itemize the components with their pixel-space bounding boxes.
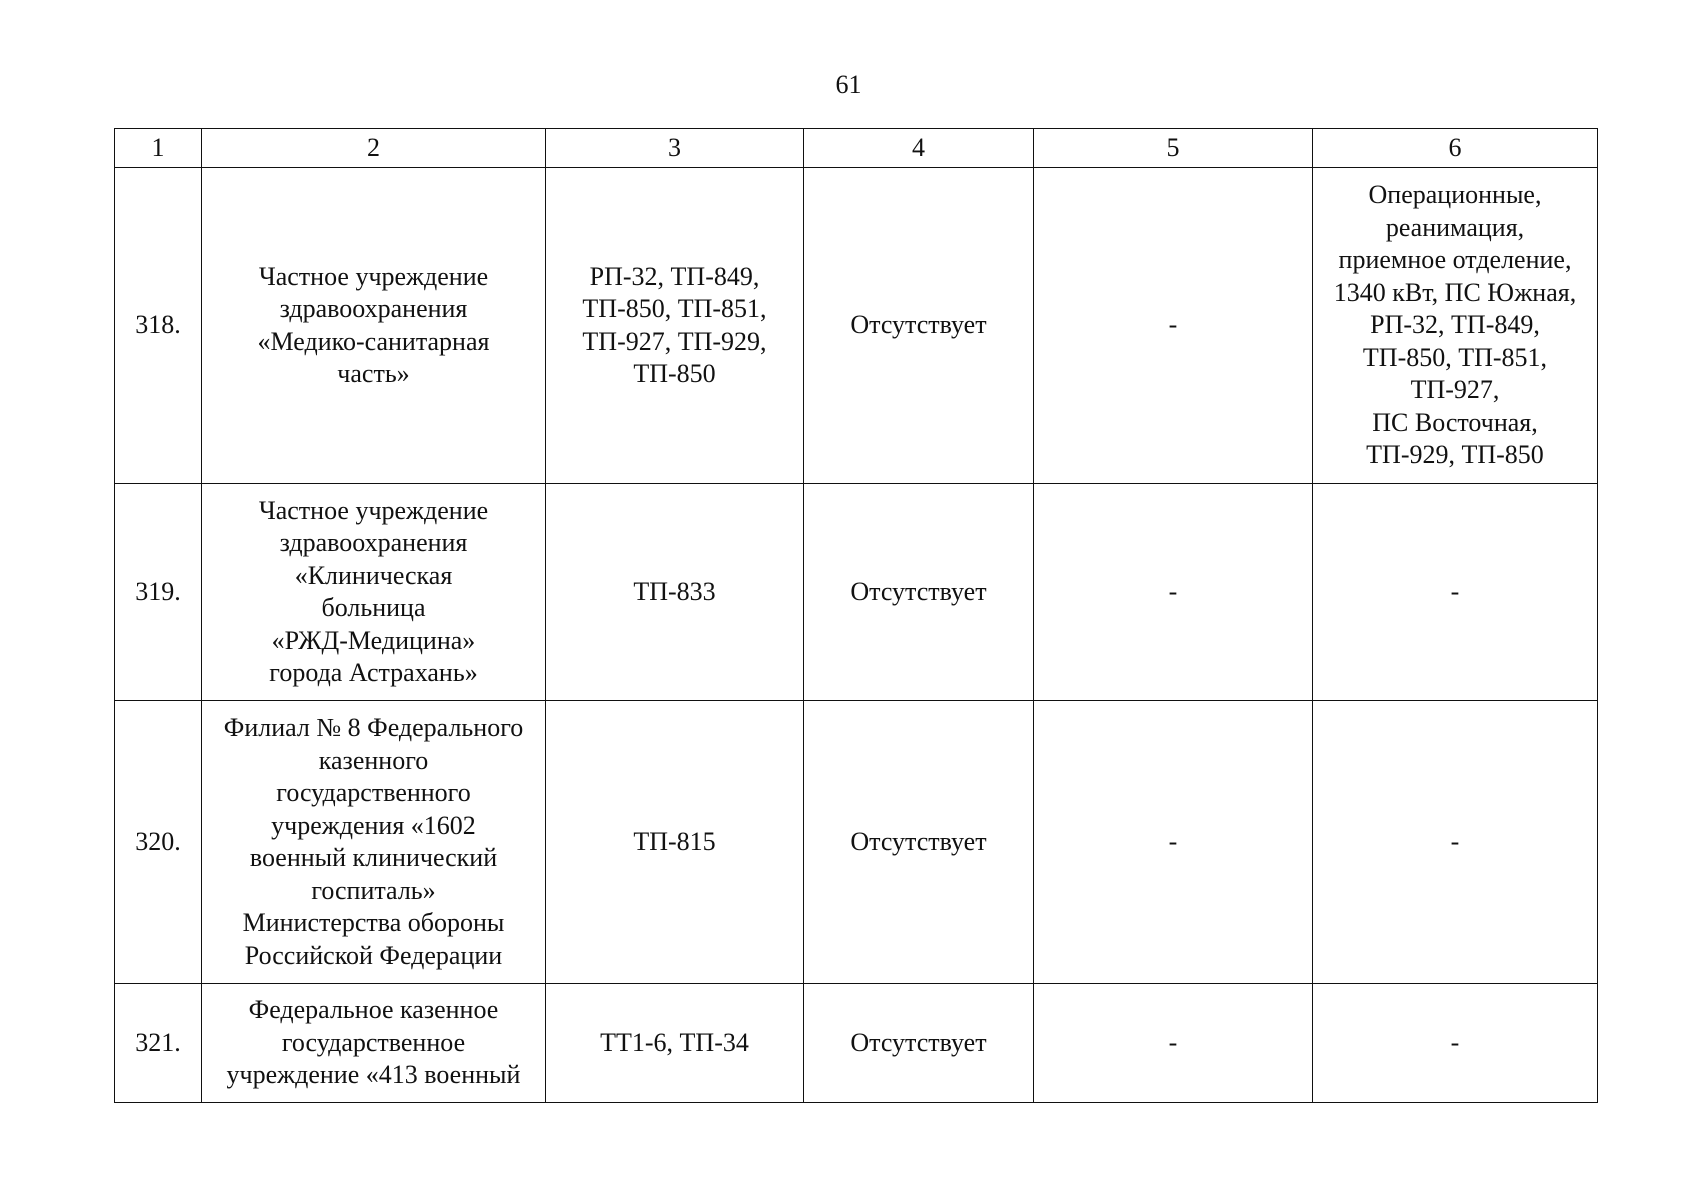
- facilities-table: [114, 128, 1598, 1103]
- column-header: 5: [1034, 129, 1313, 168]
- column-header: 3: [546, 129, 804, 168]
- column-6-value: -: [1313, 984, 1598, 1103]
- column-6-value: Операционные, реанимация, приемное отделение, 1340 кВт, ПС Южная, РП-32, ТП-849, ТП-850, ТП-851, ТП-927, ПС Восточная, ТП-929, ТП-850: [1313, 168, 1598, 484]
- power-sources: РП-32, ТП-849, ТП-850, ТП-851, ТП-927, ТП-929, ТП-850: [546, 168, 804, 484]
- column-5-value: -: [1034, 168, 1313, 484]
- table-row: [115, 168, 1598, 484]
- column-5-value: -: [1034, 484, 1313, 701]
- page-number: 61: [835, 70, 862, 99]
- column-header: 4: [804, 129, 1034, 168]
- row-number: 318.: [115, 168, 202, 484]
- column-6-value: -: [1313, 484, 1598, 701]
- organization-name: Филиал № 8 Федерального казенного государственного учреждения «1602 военный клинический госпиталь» Министерства обороны Российской Федерации: [202, 701, 546, 984]
- table-header-row: [115, 129, 1598, 168]
- power-sources: ТТ1-6, ТП-34: [546, 984, 804, 1103]
- column-header: 2: [202, 129, 546, 168]
- row-number: 320.: [115, 701, 202, 984]
- column-5-value: -: [1034, 984, 1313, 1103]
- organization-name: Частное учреждение здравоохранения «Медико-санитарная часть»: [202, 168, 546, 484]
- table-row: [115, 484, 1598, 701]
- column-5-value: -: [1034, 701, 1313, 984]
- column-6-value: -: [1313, 701, 1598, 984]
- column-4-value: Отсутствует: [804, 168, 1034, 484]
- column-header: 6: [1313, 129, 1598, 168]
- row-number: 321.: [115, 984, 202, 1103]
- power-sources: ТП-833: [546, 484, 804, 701]
- power-sources: ТП-815: [546, 701, 804, 984]
- column-header: 1: [115, 129, 202, 168]
- table-row: [115, 701, 1598, 984]
- organization-name: Федеральное казенное государственное учреждение «413 военный: [202, 984, 546, 1103]
- column-4-value: Отсутствует: [804, 484, 1034, 701]
- organization-name: Частное учреждение здравоохранения «Клиническая больница «РЖД-Медицина» города Астрахань»: [202, 484, 546, 701]
- column-4-value: Отсутствует: [804, 984, 1034, 1103]
- table-row: [115, 984, 1598, 1103]
- column-4-value: Отсутствует: [804, 701, 1034, 984]
- row-number: 319.: [115, 484, 202, 701]
